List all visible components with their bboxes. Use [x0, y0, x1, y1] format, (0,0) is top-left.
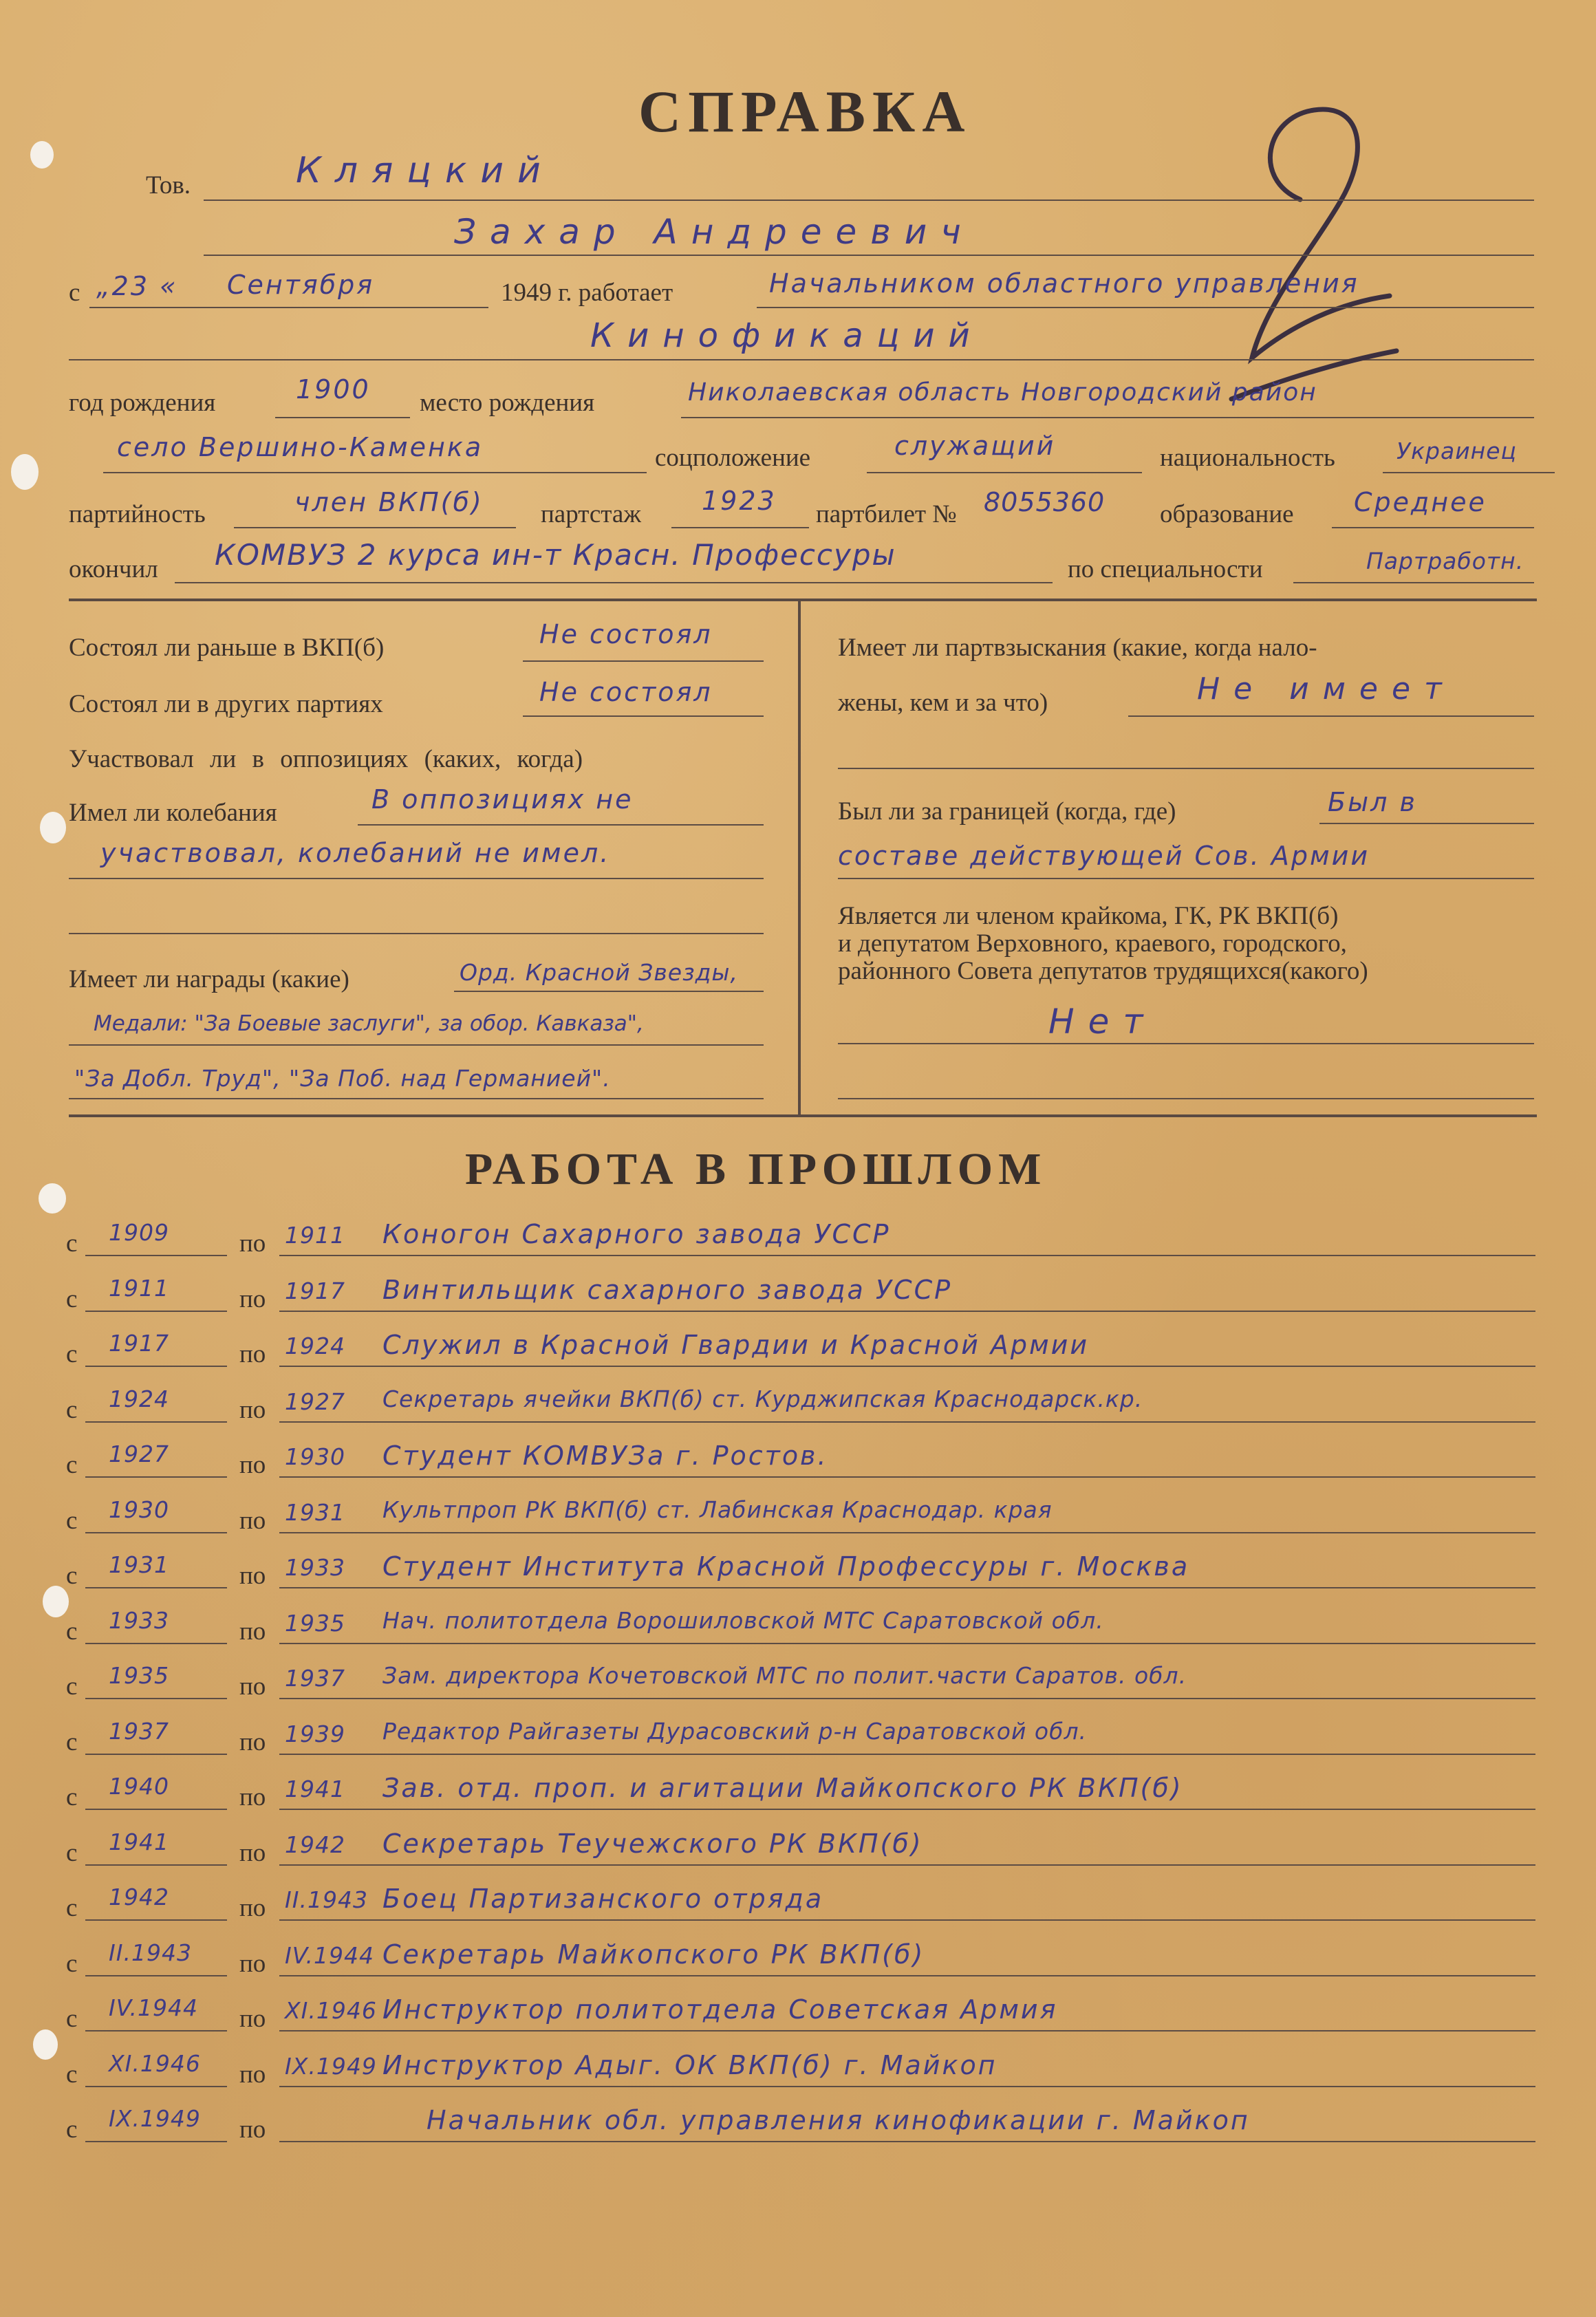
nationality-label: национальность — [1160, 444, 1335, 472]
work-row-to: 1933 — [285, 1554, 345, 1581]
work-row-s-label: с — [66, 1285, 78, 1313]
work-row-desc: Секретарь Теучежского РК ВКП(б) — [382, 1829, 923, 1859]
page-number-scrawl — [1225, 96, 1403, 385]
work-row-desc-underline — [279, 1476, 1535, 1478]
social-label: соцположение — [655, 444, 811, 472]
work-row-s-label: с — [66, 1783, 78, 1811]
employment-month: Сентября — [227, 270, 375, 300]
work-row-po-label: по — [239, 1950, 266, 1978]
work-row-s-label: с — [66, 1562, 78, 1590]
work-row-desc: Инструктор политотдела Советская Армия — [382, 1994, 1058, 2025]
work-row-po-label: по — [239, 1229, 266, 1258]
work-row-to: 1930 — [285, 1443, 345, 1470]
work-row-s-label: с — [66, 1728, 78, 1756]
work-row-desc-underline — [279, 2141, 1535, 2142]
left-q5-answer-line1: Орд. Красной Звезды, — [460, 959, 738, 986]
section-divider — [69, 1114, 1537, 1117]
work-row-from-underline — [85, 1255, 227, 1256]
work-row-po-label: по — [239, 2115, 266, 2144]
work-row-to: 1931 — [285, 1499, 345, 1526]
work-row-s-label: с — [66, 1507, 78, 1535]
work-row-from-underline — [85, 1366, 227, 1367]
work-row-po-label: по — [239, 1340, 266, 1368]
education-value: Среднее — [1354, 487, 1487, 517]
work-row-po-label: по — [239, 1396, 266, 1424]
right-q2-answer-line2: составе действующей Сов. Армии — [838, 841, 1370, 871]
left-q34-answer-line2: участвовал, колебаний не имел. — [100, 838, 611, 868]
work-row-from: 1924 — [109, 1386, 169, 1412]
work-row-from: IX.1949 — [109, 2105, 201, 2132]
work-row-desc: Секретарь ячейки ВКП(б) ст. Курджипская Краснодарск.кр. — [382, 1386, 1143, 1412]
work-row-from-underline — [85, 1643, 227, 1644]
punch-hole — [43, 1586, 69, 1617]
work-row-from: 1933 — [109, 1607, 169, 1634]
work-row-desc: Начальник обл. управления кинофикации г. Майкоп — [427, 2105, 1250, 2135]
work-row-to: 1924 — [285, 1333, 345, 1359]
work-row-from: 1927 — [109, 1441, 169, 1467]
work-row-from: II.1943 — [109, 1939, 192, 1966]
punch-hole — [39, 1183, 66, 1214]
work-row-from: 1931 — [109, 1551, 169, 1578]
left-q5-label: Имеет ли награды (какие) — [69, 965, 349, 993]
work-row-desc: Служил в Красной Гвардии и Красной Армии — [382, 1330, 1090, 1360]
name-patronymic-value: Захар Андреевич — [454, 212, 975, 252]
work-row-s-label: с — [66, 1839, 78, 1867]
work-row-from-underline — [85, 1698, 227, 1699]
work-row-desc-underline — [279, 1864, 1535, 1866]
work-row-desc-underline — [279, 2086, 1535, 2087]
right-q3-answer: Нет — [1048, 1002, 1157, 1042]
right-q1-label-line1: Имеет ли партвзыскания (какие, когда нало- — [838, 634, 1317, 662]
left-q34-answer-line1: В оппозициях не — [371, 784, 634, 815]
nationality-value: Украинец — [1396, 438, 1517, 464]
left-q5-answer-line3: "За Добл. Труд", "За Поб. над Германией". — [74, 1065, 611, 1092]
work-row-po-label: по — [239, 1783, 266, 1811]
speciality-value: Партработн. — [1366, 548, 1524, 574]
work-row-to: II.1943 — [285, 1886, 368, 1913]
employment-s-label: с — [69, 279, 80, 307]
work-row-desc-underline — [279, 1532, 1535, 1533]
work-row-desc-underline — [279, 1421, 1535, 1423]
work-row-from-underline — [85, 1754, 227, 1755]
work-row-desc: Инструктор Адыг. ОК ВКП(б) г. Майкоп — [382, 2050, 998, 2080]
work-row-desc: Коногон Сахарного завода УССР — [382, 1219, 891, 1249]
work-row-desc: Боец Партизанского отряда — [382, 1884, 824, 1914]
work-row-to: IX.1949 — [285, 2053, 377, 2080]
left-q1-answer: Не состоял — [539, 619, 713, 649]
birth-place-line2: село Вершино-Каменка — [117, 432, 484, 462]
work-row-s-label: с — [66, 2005, 78, 2033]
work-row-from-underline — [85, 1587, 227, 1588]
work-row-from-underline — [85, 1476, 227, 1478]
birth-place-line1: Николаевская область Новгородский район — [688, 378, 1317, 407]
work-row-desc: Зам. директора Кочетовской МТС по полит.части Саратов. обл. — [382, 1662, 1187, 1689]
work-row-from-underline — [85, 2086, 227, 2087]
work-row-from: 1937 — [109, 1718, 169, 1745]
work-row-desc-underline — [279, 1919, 1535, 1921]
punch-hole — [30, 141, 54, 169]
work-row-from: 1942 — [109, 1884, 169, 1910]
left-q3-label: Участвовал ли в оппозициях (каких, когда) — [69, 745, 583, 773]
work-row-desc-underline — [279, 1311, 1535, 1312]
work-row-po-label: по — [239, 2060, 266, 2089]
work-row-po-label: по — [239, 1451, 266, 1479]
work-row-s-label: с — [66, 1229, 78, 1258]
work-row-from: 1940 — [109, 1773, 169, 1800]
work-row-from: 1911 — [109, 1275, 169, 1302]
birth-year-label: год рождения — [69, 389, 216, 417]
work-row-desc-underline — [279, 1698, 1535, 1699]
right-q2-answer-line1: Был в — [1328, 787, 1417, 817]
surname-value: Кляцкий — [296, 150, 554, 191]
work-row-desc-underline — [279, 2030, 1535, 2032]
work-row-po-label: по — [239, 2005, 266, 2033]
work-row-desc: Секретарь Майкопского РК ВКП(б) — [382, 1939, 925, 1970]
work-row-to: XI.1946 — [285, 1997, 377, 2024]
party-value: член ВКП(б) — [294, 487, 484, 517]
party-card-value: 8055360 — [984, 487, 1106, 517]
speciality-label: по специальности — [1068, 555, 1263, 583]
work-row-from-underline — [85, 1975, 227, 1976]
work-row-desc-underline — [279, 1975, 1535, 1976]
work-row-from: 1941 — [109, 1829, 169, 1855]
work-row-po-label: по — [239, 1728, 266, 1756]
punch-hole — [40, 812, 66, 843]
work-row-to: 1942 — [285, 1831, 345, 1858]
work-row-po-label: по — [239, 1507, 266, 1535]
right-q3-label-line1: Является ли членом крайкома, ГК, РК ВКП(б) — [838, 902, 1339, 930]
right-q3-label-line2: и депутатом Верховного, краевого, городского, — [838, 929, 1347, 958]
work-row-from: IV.1944 — [109, 1994, 198, 2021]
punch-hole — [33, 2029, 58, 2060]
birth-place-label: место рождения — [420, 389, 595, 417]
work-row-s-label: с — [66, 1950, 78, 1978]
work-row-from-underline — [85, 2030, 227, 2032]
work-row-desc-underline — [279, 1366, 1535, 1367]
left-q2-label: Состоял ли в других партиях — [69, 690, 383, 718]
column-divider — [798, 600, 801, 1116]
employment-year-label: 1949 г. работает — [501, 279, 673, 307]
work-row-to: IV.1944 — [285, 1942, 374, 1969]
punch-hole — [11, 454, 39, 490]
work-section-title: РАБОТА В ПРОШЛОМ — [465, 1144, 1047, 1194]
social-value: служащий — [894, 431, 1056, 461]
work-row-s-label: с — [66, 1617, 78, 1646]
work-row-desc: Нач. политотдела Ворошиловской МТС Саратовской обл. — [382, 1607, 1104, 1634]
work-row-s-label: с — [66, 1672, 78, 1701]
work-row-s-label: с — [66, 2115, 78, 2144]
left-q5-answer-line2: Медали: "За Боевые заслуги", за обор. Кавказа", — [94, 1011, 644, 1036]
work-row-desc-underline — [279, 1255, 1535, 1256]
work-row-from: 1909 — [109, 1219, 169, 1246]
work-row-po-label: по — [239, 1672, 266, 1701]
work-row-desc-underline — [279, 1754, 1535, 1755]
work-row-to: 1937 — [285, 1665, 345, 1692]
work-row-to: 1939 — [285, 1721, 345, 1747]
work-row-from: 1917 — [109, 1330, 169, 1357]
work-row-s-label: с — [66, 1894, 78, 1922]
work-row-po-label: по — [239, 1562, 266, 1590]
left-q4-label: Имел ли колебания — [69, 799, 277, 827]
work-row-s-label: с — [66, 2060, 78, 2089]
party-card-label: партбилет № — [816, 500, 957, 528]
work-row-desc-underline — [279, 1643, 1535, 1644]
work-row-from-underline — [85, 2141, 227, 2142]
work-row-desc-underline — [279, 1587, 1535, 1588]
work-row-po-label: по — [239, 1839, 266, 1867]
party-label: партийность — [69, 500, 206, 528]
work-row-to: 1927 — [285, 1388, 345, 1415]
employment-day: „23 « — [96, 271, 178, 301]
work-row-po-label: по — [239, 1894, 266, 1922]
graduated-label: окончил — [69, 555, 158, 583]
work-row-from-underline — [85, 1919, 227, 1921]
work-row-desc: Студент Института Красной Профессуры г. Москва — [382, 1551, 1190, 1582]
party-years-label: партстаж — [541, 500, 641, 528]
party-years-value: 1923 — [702, 486, 777, 516]
work-row-from-underline — [85, 1864, 227, 1866]
work-row-from-underline — [85, 1532, 227, 1533]
work-row-from: XI.1946 — [109, 2050, 201, 2077]
work-row-desc: Зав. отд. проп. и агитации Майкопского РК ВКП(б) — [382, 1773, 1183, 1803]
work-row-desc: Винтильщик сахарного завода УССР — [382, 1275, 953, 1305]
right-q2-label: Был ли за границей (когда, где) — [838, 797, 1176, 826]
document-title: СПРАВКА — [638, 78, 972, 144]
birth-year-value: 1900 — [296, 374, 371, 405]
work-row-from-underline — [85, 1809, 227, 1810]
position-line1: Начальником областного управления — [769, 268, 1359, 299]
work-row-from-underline — [85, 1421, 227, 1423]
work-row-to: 1911 — [285, 1222, 345, 1249]
work-row-to: 1935 — [285, 1610, 345, 1637]
work-row-s-label: с — [66, 1340, 78, 1368]
work-row-po-label: по — [239, 1285, 266, 1313]
work-row-desc: Культпроп РК ВКП(б) ст. Лабинская Краснодар. края — [382, 1496, 1053, 1523]
work-row-from: 1935 — [109, 1662, 169, 1689]
left-q2-answer: Не состоял — [539, 677, 713, 707]
work-row-from-underline — [85, 1311, 227, 1312]
work-row-desc: Редактор Райгазеты Дурасовский р-н Саратовской обл. — [382, 1718, 1088, 1745]
right-q1-label-line2: жены, кем и за что) — [838, 689, 1048, 717]
work-row-s-label: с — [66, 1396, 78, 1424]
left-q1-label: Состоял ли раньше в ВКП(б) — [69, 634, 385, 662]
work-row-s-label: с — [66, 1451, 78, 1479]
right-q3-label-line3: районного Совета депутатов трудящихся(какого) — [838, 957, 1368, 985]
position-line2: Кинофикаций — [590, 316, 984, 355]
right-q1-answer: Не имеет — [1197, 671, 1456, 707]
education-label: образование — [1160, 500, 1294, 528]
work-row-to: 1917 — [285, 1278, 345, 1304]
work-row-po-label: по — [239, 1617, 266, 1646]
tov-label: Тов. — [146, 171, 191, 200]
work-row-desc-underline — [279, 1809, 1535, 1810]
section-divider — [69, 599, 1537, 601]
work-row-desc: Студент КОМВУЗа г. Ростов. — [382, 1441, 828, 1471]
graduated-value: КОМВУЗ 2 курса ин-т Красн. Профессуры — [215, 538, 896, 572]
work-row-from: 1930 — [109, 1496, 169, 1523]
work-row-to: 1941 — [285, 1776, 345, 1802]
